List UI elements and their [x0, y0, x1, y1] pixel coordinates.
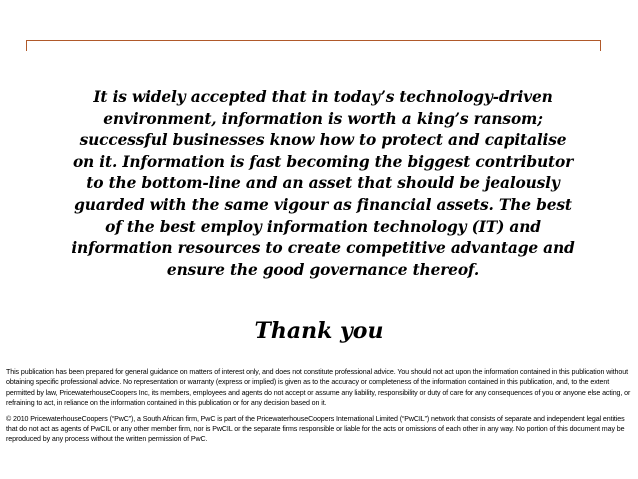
- quote-line: of the best employ information technology (IT) and: [105, 217, 541, 236]
- quote-line: on it. Information is fast becoming the biggest contributor: [72, 152, 574, 171]
- thank-you-heading: Thank you: [254, 318, 384, 344]
- quote-line: guarded with the same vigour as financial assets. The best: [74, 195, 572, 214]
- quote-line: environment, information is worth a king’s ransom;: [103, 109, 543, 128]
- header-divider-line: [26, 40, 601, 41]
- quote-line: ensure the good governance thereof.: [166, 260, 480, 279]
- quote-line: to the bottom-line and an asset that should be jealously: [86, 174, 560, 193]
- legal-disclaimer: [6, 367, 632, 445]
- header-divider-left-tick: [26, 40, 27, 51]
- quote-line: It is widely accepted that in today’s technology-driven: [93, 88, 553, 106]
- quote-line: successful businesses know how to protect and capitalise: [79, 131, 567, 150]
- copyright-paragraph: © 2010 PricewaterhouseCoopers (“PwC”), a South African firm, PwC is part of the PricewaterhouseCoopers International Limited (“PwCIL”) network that consists of separate and independent legal entities that do not act as agents of PwCIL or any other member firm, nor is PwCIL or the separate firms responsible or liable for the acts or omissions of each other in any way. No portion of this document may be reproduced by any process without the written permission of PwC.: [6, 414, 625, 444]
- quote-block: [34, 87, 612, 281]
- disclaimer-paragraph: This publication has been prepared for general guidance on matters of interest only, and does not constitute professional advice. You should not act upon the information contained in this publication without obtaining specific professional advice. No representation or warranty (express or implied) is given as to the accuracy or completeness of the information contained in this publication, and, to the extent permitted by law, PricewaterhouseCoopers Inc, its members, employees and agents do not accept or assume any liability, responsibility or duty of care for any consequences of you or anyone else acting, or refraining to act, in reliance on the information contained in this publication or for any decision based on it.: [6, 368, 631, 408]
- quote-line: information resources to create competitive advantage and: [71, 239, 575, 258]
- header-divider-right-tick: [600, 40, 601, 51]
